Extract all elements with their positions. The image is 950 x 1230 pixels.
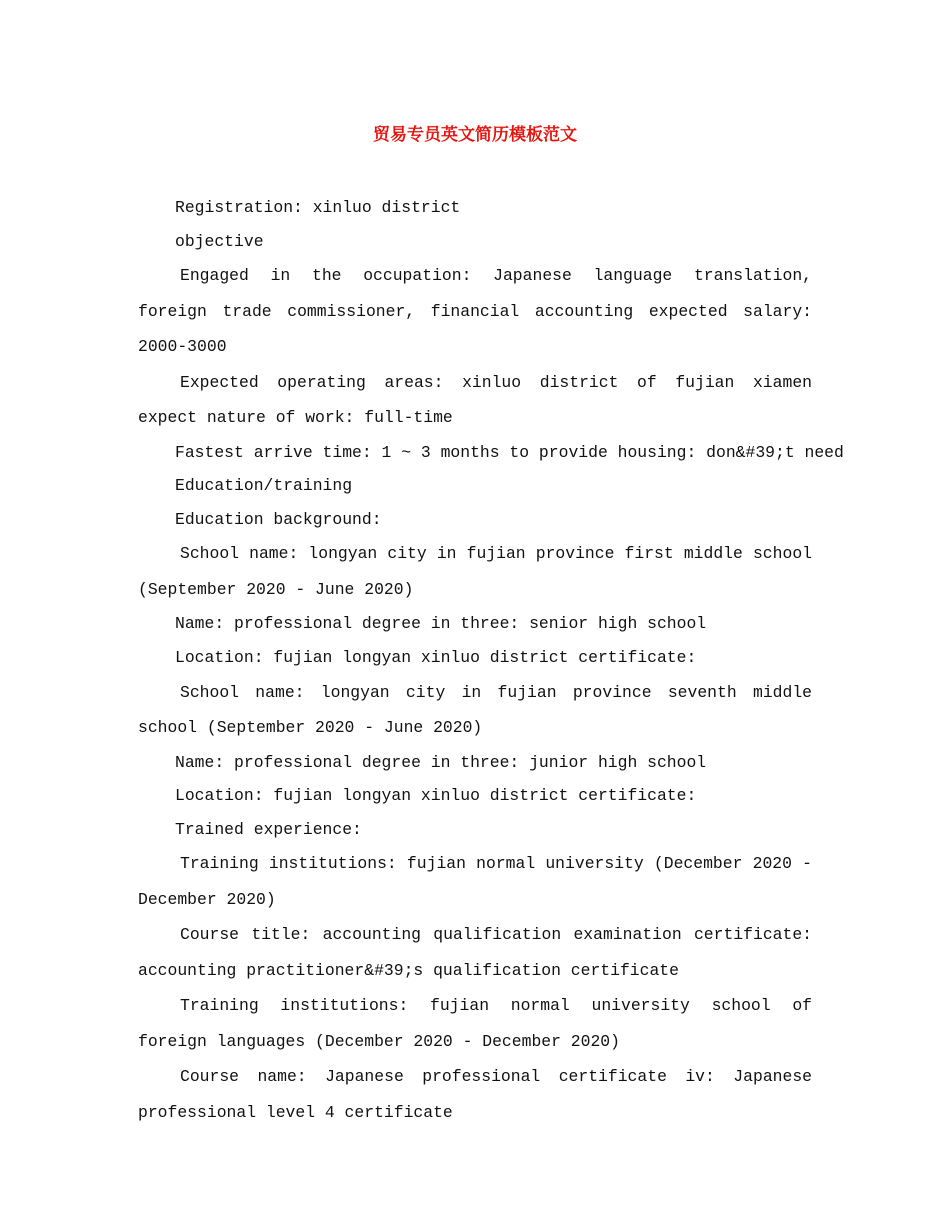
paragraph-school-first: School name: longyan city in fujian province first middle school (September 2020 - June 2020) bbox=[138, 544, 812, 599]
paragraph-course-accounting: Course title: accounting qualification examination certificate: accounting practitioner&#39;s qualification certificate bbox=[138, 925, 812, 980]
paragraph-degree-junior: Name: professional degree in three: junior high school bbox=[175, 752, 707, 772]
paragraph-education-background: Education background: bbox=[175, 509, 382, 529]
paragraph-training-foreign-languages: Training institutions: fujian normal university school of foreign languages (December 2020 - December 2020) bbox=[138, 996, 812, 1051]
paragraph-operating-areas: Expected operating areas: xinluo district of fujian xiamen expect nature of work: full-time bbox=[138, 372, 812, 428]
paragraph-degree-senior: Name: professional degree in three: senior high school bbox=[175, 614, 707, 634]
paragraph-course-japanese: Course name: Japanese professional certificate iv: Japanese professional level 4 certificate bbox=[138, 1067, 812, 1122]
document-title: 贸易专员英文简历模板范文 bbox=[373, 125, 577, 145]
paragraph-training-normal-university: Training institutions: fujian normal university (December 2020 - December 2020) bbox=[138, 854, 812, 909]
paragraph-education-heading: Education/training bbox=[175, 476, 353, 496]
paragraph-location-seventh: Location: fujian longyan xinluo district certificate: bbox=[175, 786, 697, 806]
paragraph-trained-heading: Trained experience: bbox=[175, 819, 362, 839]
document-body bbox=[138, 191, 844, 1130]
paragraph-registration: Registration: xinluo district bbox=[175, 198, 461, 217]
paragraph-school-seventh: School name: longyan city in fujian province seventh middle school (September 2020 - June 2020) bbox=[138, 682, 812, 738]
paragraph-arrive-time: Fastest arrive time: 1 ~ 3 months to provide housing: don&#39;t need bbox=[175, 442, 844, 462]
paragraph-occupation: Engaged in the occupation: Japanese language translation, foreign trade commissioner, financial accounting expected salary: 2000-3000 bbox=[138, 266, 812, 357]
paragraph-objective-heading: objective bbox=[175, 231, 264, 251]
paragraph-location-first: Location: fujian longyan xinluo district certificate: bbox=[175, 648, 697, 668]
